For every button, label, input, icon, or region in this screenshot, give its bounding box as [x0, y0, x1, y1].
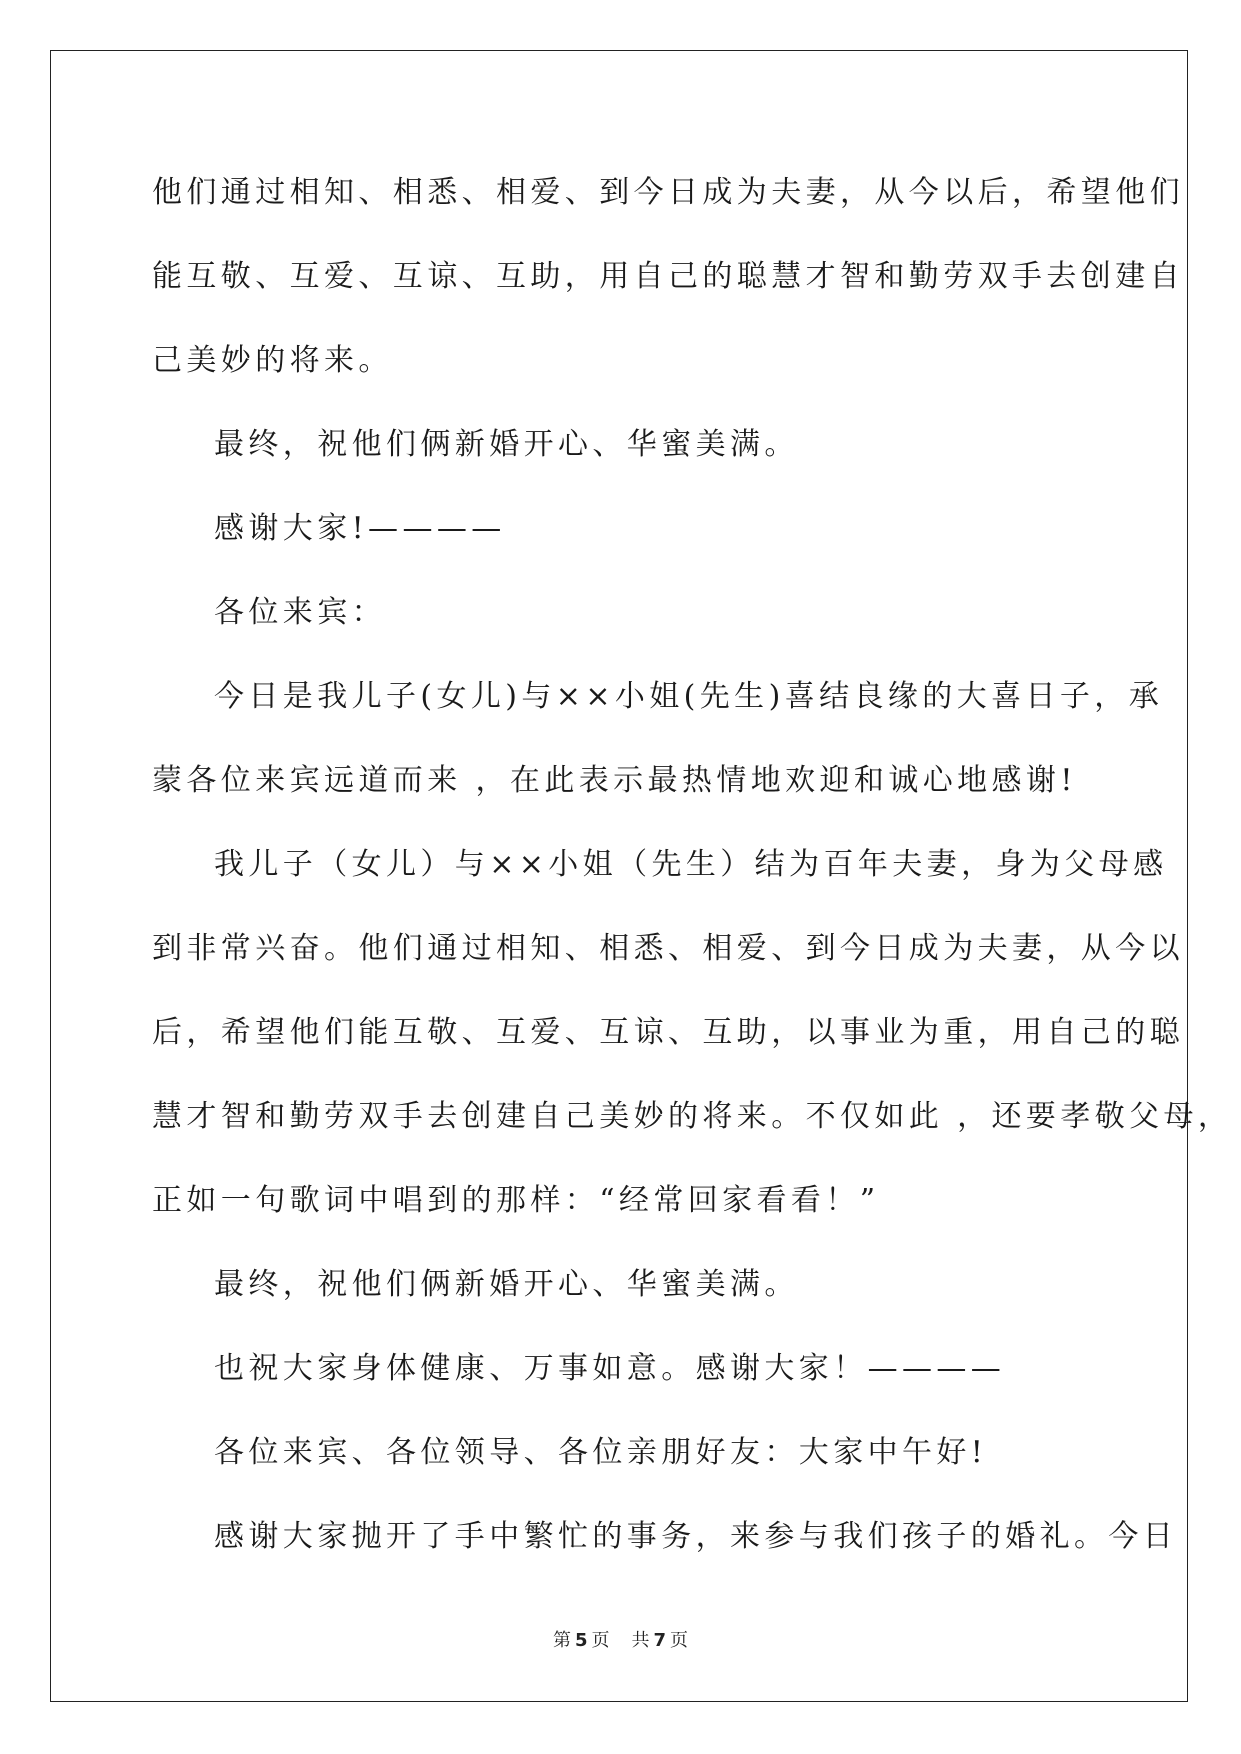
page-suffix: 页 — [591, 1630, 610, 1651]
text-line: 他们通过相知、相悉、相爱、到今日成为夫妻，从今以后，希望他们 — [152, 175, 1184, 210]
text-line: 今日是我儿子(女儿)与××小姐(先生)喜结良缘的大喜日子，承 — [214, 679, 1164, 714]
text-line: 慧才智和勤劳双手去创建自己美妙的将来。不仅如此 ，还要孝敬父母， — [152, 1099, 1233, 1134]
text-line: 各位来宾、各位领导、各位亲朋好友：大家中午好! — [214, 1435, 988, 1470]
text-line: 感谢大家!———— — [214, 511, 506, 546]
text-line: 感谢大家抛开了手中繁忙的事务，来参与我们孩子的婚礼。今日 — [214, 1519, 1178, 1554]
document-body — [152, 160, 1233, 1588]
text-line: 各位来宾： — [214, 595, 386, 630]
text-line: 蒙各位来宾远道而来 ，在此表示最热情地欢迎和诚心地感谢! — [152, 763, 1077, 798]
text-line: 正如一句歌词中唱到的那样：“经常回家看看！” — [152, 1183, 880, 1218]
page-prefix: 第 — [552, 1630, 571, 1651]
text-line: 己美妙的将来。 — [152, 343, 393, 378]
total-suffix: 页 — [670, 1630, 689, 1651]
page-number: 5 — [574, 1630, 588, 1651]
text-line: 最终，祝他们俩新婚开心、华蜜美满。 — [214, 1267, 799, 1302]
text-line: 最终，祝他们俩新婚开心、华蜜美满。 — [214, 427, 799, 462]
page-footer — [0, 1626, 1241, 1652]
text-line: 也祝大家身体健康、万事如意。感谢大家！———— — [214, 1351, 1006, 1386]
text-line: 后，希望他们能互敬、互爱、互谅、互助，以事业为重，用自己的聪 — [152, 1015, 1184, 1050]
text-line: 能互敬、互爱、互谅、互助，用自己的聪慧才智和勤劳双手去创建自 — [152, 259, 1184, 294]
total-prefix: 共 — [631, 1630, 650, 1651]
text-line: 我儿子（女儿）与××小姐（先生）结为百年夫妻，身为父母感 — [214, 847, 1168, 882]
page-total: 7 — [653, 1630, 667, 1651]
text-line: 到非常兴奋。他们通过相知、相悉、相爱、到今日成为夫妻，从今以 — [152, 931, 1184, 966]
